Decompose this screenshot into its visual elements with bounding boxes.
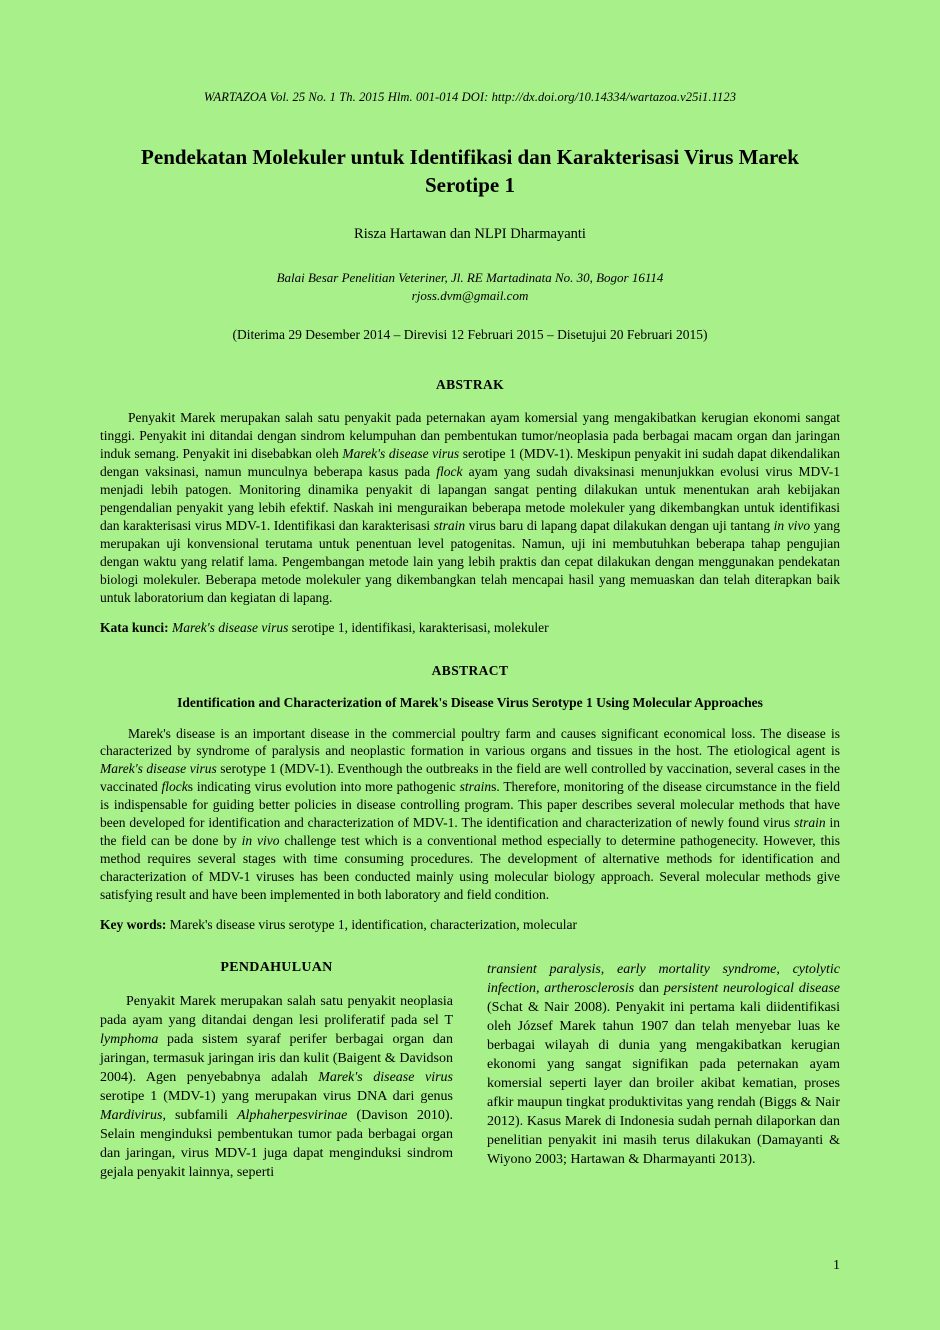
- abstract-keywords-text: Marek's disease virus serotype 1, identification, characterization, molecular: [169, 917, 578, 933]
- abstrak-keywords-label: Kata kunci:: [100, 619, 169, 635]
- abstrak-keywords: [100, 619, 840, 637]
- column-right: [487, 960, 840, 1192]
- abstract-keywords-label: Key words:: [100, 917, 167, 933]
- abstract-keywords: [100, 916, 840, 934]
- affiliation-email: rjoss.dvm@gmail.com: [411, 287, 529, 303]
- abstrak-heading: ABSTRAK: [435, 377, 505, 393]
- abstrak-keywords-text: Marek's disease virus serotipe 1, identifikasi, karakterisasi, molekuler: [172, 619, 549, 635]
- affiliation: [100, 269, 840, 305]
- author-list: Risza Hartawan dan NLPI Dharmayanti: [354, 225, 586, 242]
- column-left: [100, 960, 453, 1192]
- paragraph-intro-left: Penyakit Marek merupakan salah satu penyakit neoplasia pada ayam yang ditandai dengan lesi proliferatif pada sel T lymphoma pada sistem syaraf perifer berbagai organ dan jaringan, termasuk jaringan iris dan kulit (Baigent & Davidson 2004). Agen penyebabnya adalah Marek's disease virus serotipe 1 (MDV-1) yang merupakan virus DNA dari genus Mardivirus, subfamili Alphaherpesvirinae (Davison 2010). Selain menginduksi pembentukan tumor pada berbagai organ dan jaringan, virus MDV-1 juga dapat menginduksi sindrom gejala penyakit lainnya, seperti: [100, 993, 453, 1181]
- abstrak-body: Penyakit Marek merupakan salah satu penyakit pada peternakan ayam komersial yang mengakibatkan kerugian ekonomi sangat tinggi. Penyakit ini ditandai dengan sindrom kelumpuhan dan pembentukan tumor/neoplasia pada berbagai macam organ dan jaringan induk semang. Penyakit ini disebabkan oleh Marek's disease virus serotipe 1 (MDV-1). Meskipun penyakit ini sudah dapat dikendalikan dengan vaksinasi, namun munculnya beberapa kasus pada flock ayam yang sudah divaksinasi menunjukkan evolusi virus MDV-1 menjadi lebih patogen. Monitoring dinamika penyakit di lapangan sangat penting dilakukan untuk menentukan arah kebijakan pengendalian penyakit yang lebih efektif. Naskah ini menguraikan beberapa metode molekuler yang dikembangkan untuk identifikasi dan karakterisasi virus MDV-1. Identifikasi dan karakterisasi strain virus baru di lapang dapat dilakukan dengan uji tantang in vivo yang merupakan uji konvensional terutama untuk penentuan level patogenitas. Namun, uji ini membutuhkan beberapa tahap pengujian dengan waktu yang relatif lama. Pengembangan metode lain yang lebih praktis dan cepat dilakukan dengan menggunakan pendekatan biologi molekuler. Beberapa metode molekuler yang dikembangkan telah mencapai hasil yang memuaskan dan telah diterapkan baik untuk laboratorium dan kegiatan di lapang.: [100, 410, 840, 605]
- abstract-subtitle: Identification and Characterization of Marek's Disease Virus Serotype 1 Using Molecular Approaches: [177, 694, 763, 710]
- body-columns: [100, 960, 840, 1192]
- page-number: 1: [833, 1258, 840, 1273]
- abstract-body: Marek's disease is an important disease in the commercial poultry farm and causes significant economical loss. The disease is characterized by syndrome of paralysis and neoplastic formation in various organs and tissues in the host. The etiological agent is Marek's disease virus serotype 1 (MDV-1). Eventhough the outbreaks in the field are well controlled by vaccination, several cases in the vaccinated flocks indicating virus evolution into more pathogenic strains. Therefore, monitoring of the disease circumstance in the field is indispensable for guiding better policies in disease controlling program. This paper describes several molecular methods that have been developed for identification and characterization of MDV-1. The identification and characterization of newly found virus strain in the field can be done by in vivo challenge test which is a conventional method especially to determine pathogenecity. However, this method requires several stages with time consuming procedures. The development of alternative methods for identification and characterization of MDV-1 viruses has been conducted mainly using molecular biology approach. Several molecular methods give satisfying result and have been implemented in both laboratory and field condition.: [100, 725, 840, 903]
- affiliation-address: Balai Besar Penelitian Veteriner, Jl. RE Martadinata No. 30, Bogor 16114: [276, 269, 664, 285]
- page-title: Pendekatan Molekuler untuk Identifikasi dan Karakterisasi Virus Marek Serotipe 1: [141, 145, 799, 198]
- abstract-heading: ABSTRACT: [431, 662, 509, 678]
- paragraph-intro-right: transient paralysis, early mortality syndrome, cytolytic infection, artherosclerosis dan persistent neurological disease (Schat & Nair 2008). Penyakit ini pertama kali diidentifikasi oleh József Marek tahun 1907 dan telah menyebar luas ke berbagai wilayah di dunia yang mengakibatkan kerugian ekonomi yang sangat signifikan pada peternakan ayam komersial seperti layer dan broiler akibat kematian, proses afkir maupun tingkat produktivitas yang rendah (Biggs & Nair 2012). Kasus Marek di Indonesia sudah pernah dilaporkan dan penelitian penyakit ini masih terus dilakukan (Damayanti & Wiyono 2003; Hartawan & Dharmayanti 2013).: [487, 961, 840, 1168]
- submission-dates: (Diterima 29 Desember 2014 – Direvisi 12 Februari 2015 – Disetujui 20 Februari 2015): [232, 327, 708, 343]
- journal-header: WARTAZOA Vol. 25 No. 1 Th. 2015 Hlm. 001-014 DOI: http://dx.doi.org/10.14334/wartazoa.v25i1.1123: [203, 90, 737, 104]
- section-heading-pendahuluan: PENDAHULUAN: [220, 959, 333, 975]
